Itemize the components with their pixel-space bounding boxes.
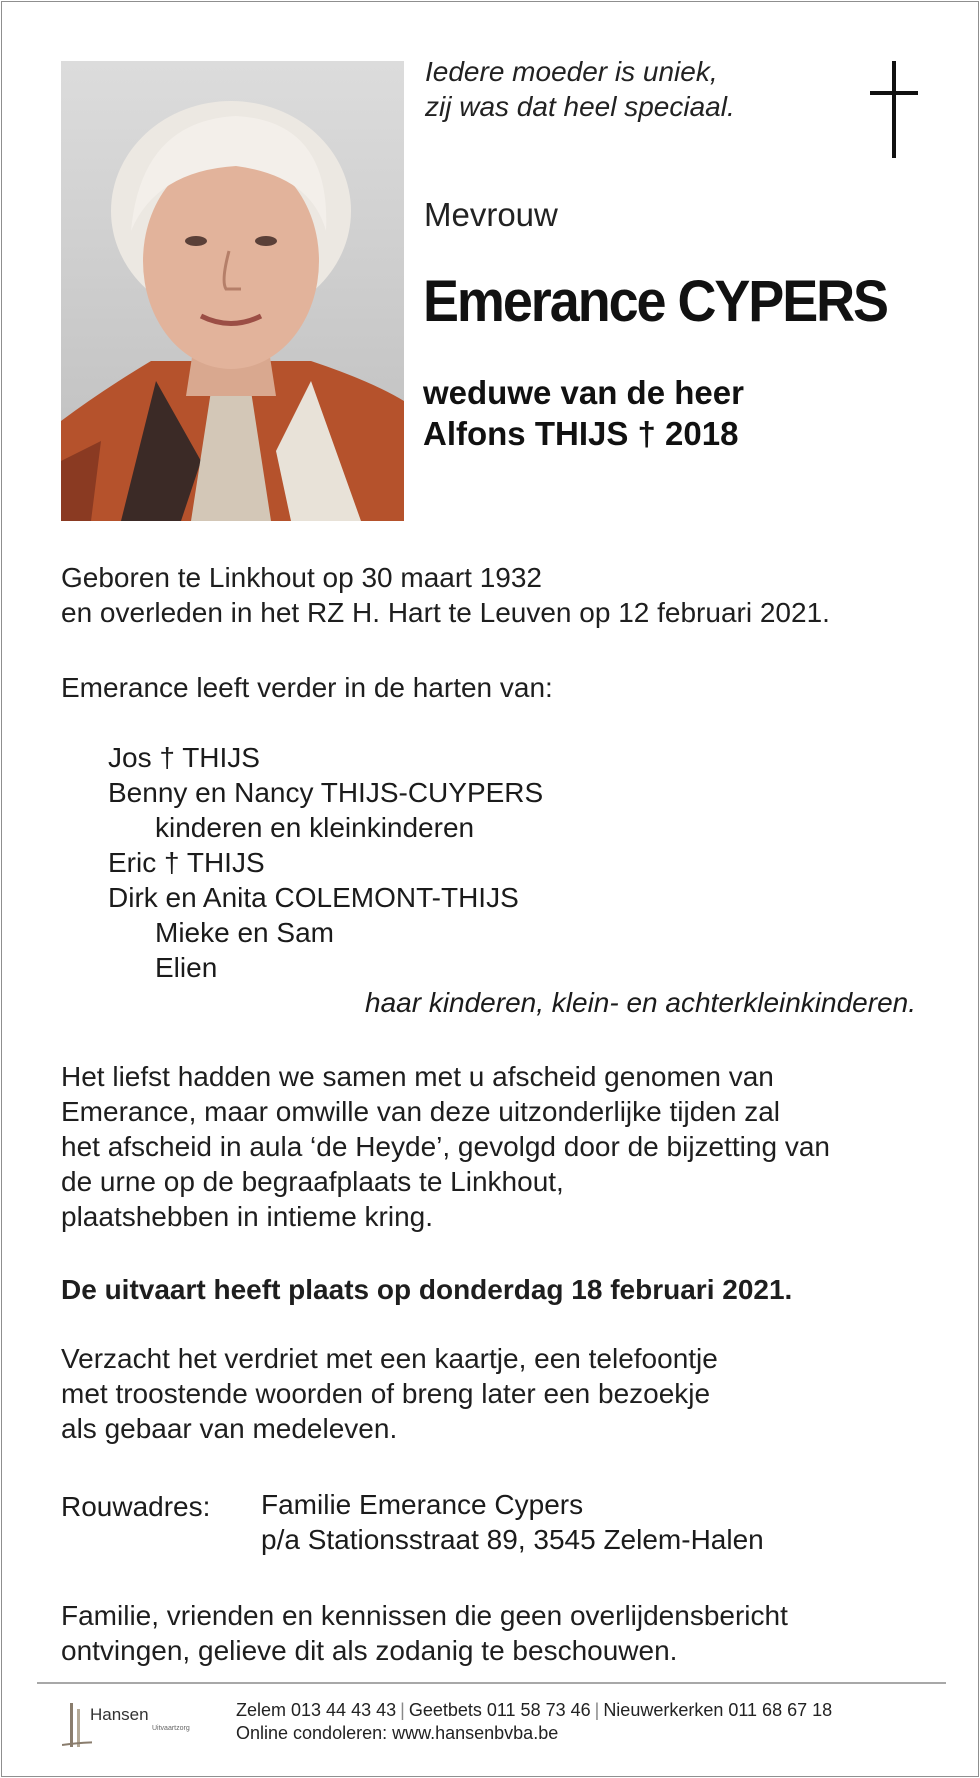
family-member: Eric † THIJS [108,847,265,878]
family-member: kinderen en kleinkinderen [155,812,475,843]
portrait-photo [61,61,404,521]
death-line: en overleden in het RZ H. Hart te Leuven op 12 februari 2021. [61,597,830,628]
family-member: Mieke en Sam [155,917,334,948]
address-line: Familie Emerance Cypers [261,1489,584,1520]
spouse-line-1: weduwe van de heer [423,374,744,411]
footer-contact [236,1699,832,1745]
farewell-line: Emerance, maar omwille van deze uitzonderlijke tijden zal [61,1096,781,1127]
notice-paragraph [61,1598,788,1668]
portrait-illustration [61,61,404,521]
notice-line: ontvingen, gelieve dit als zodanig te beschouwen. [61,1635,678,1666]
farewell-line: het afscheid in aula ‘de Heyde’, gevolgd door de bijzetting van [61,1131,830,1162]
online-condolence-link[interactable]: Online condoleren: www.hansenbvba.be [236,1723,559,1743]
notice-line: Familie, vrienden en kennissen die geen overlijdensbericht [61,1600,788,1631]
family-member: Jos † THIJS [108,742,260,773]
phone-zelem: Zelem 013 44 43 43 [236,1700,397,1720]
farewell-paragraph [61,1059,830,1234]
quote-line-2: zij was dat heel speciaal. [425,91,735,122]
footer-phones: Zelem 013 44 43 43 | Geetbets 011 58 73 46 | Nieuwerkerken 011 68 67 18 [236,1700,833,1720]
farewell-line: de urne op de begraafplaats te Linkhout, [61,1166,564,1197]
mourning-address [261,1487,764,1557]
funeral-date: De uitvaart heeft plaats op donderdag 18 februari 2021. [61,1274,793,1305]
logo-name: Hansen [90,1705,149,1724]
deceased-name: Emerance CYPERS [423,269,887,334]
phone-nieuwerkerken: Nieuwerkerken 011 68 67 18 [603,1700,833,1720]
farewell-line: Het liefst hadden we samen met u afscheid genomen van [61,1061,774,1092]
quote-line-1: Iedere moeder is uniek, [425,56,718,87]
footer-divider [37,1682,946,1684]
address-label: Rouwadres: [61,1491,211,1522]
phone-geetbets: Geetbets 011 58 73 46 [408,1700,591,1720]
comfort-paragraph [61,1341,718,1446]
funeral-home-logo [62,1697,202,1752]
comfort-line: met troostende woorden of breng later een bezoekje [61,1378,711,1409]
lives-on-intro: Emerance leeft verder in de harten van: [61,672,553,703]
logo-icon [62,1699,92,1749]
spouse-info [423,372,744,454]
farewell-line: plaatshebben in intieme kring. [61,1201,434,1232]
family-closing: haar kinderen, klein- en achterkleinkinderen. [365,987,916,1018]
logo-subtitle: Uitvaartzorg [152,1725,190,1732]
birth-line: Geboren te Linkhout op 30 maart 1932 [61,562,543,593]
spouse-line-2: Alfons THIJS † 2018 [423,415,739,452]
cross-icon [865,61,925,161]
comfort-line: als gebaar van medeleven. [61,1413,398,1444]
memorial-quote [425,54,735,124]
family-member: Elien [155,952,218,983]
comfort-line: Verzacht het verdriet met een kaartje, een telefoontje [61,1343,718,1374]
birth-death-info [61,560,830,630]
family-member: Benny en Nancy THIJS-CUYPERS [108,777,544,808]
honorific: Mevrouw [424,196,558,233]
family-member: Dirk en Anita COLEMONT-THIJS [108,882,519,913]
obituary-card [1,1,979,1777]
address-line: p/a Stationsstraat 89, 3545 Zelem-Halen [261,1524,764,1555]
